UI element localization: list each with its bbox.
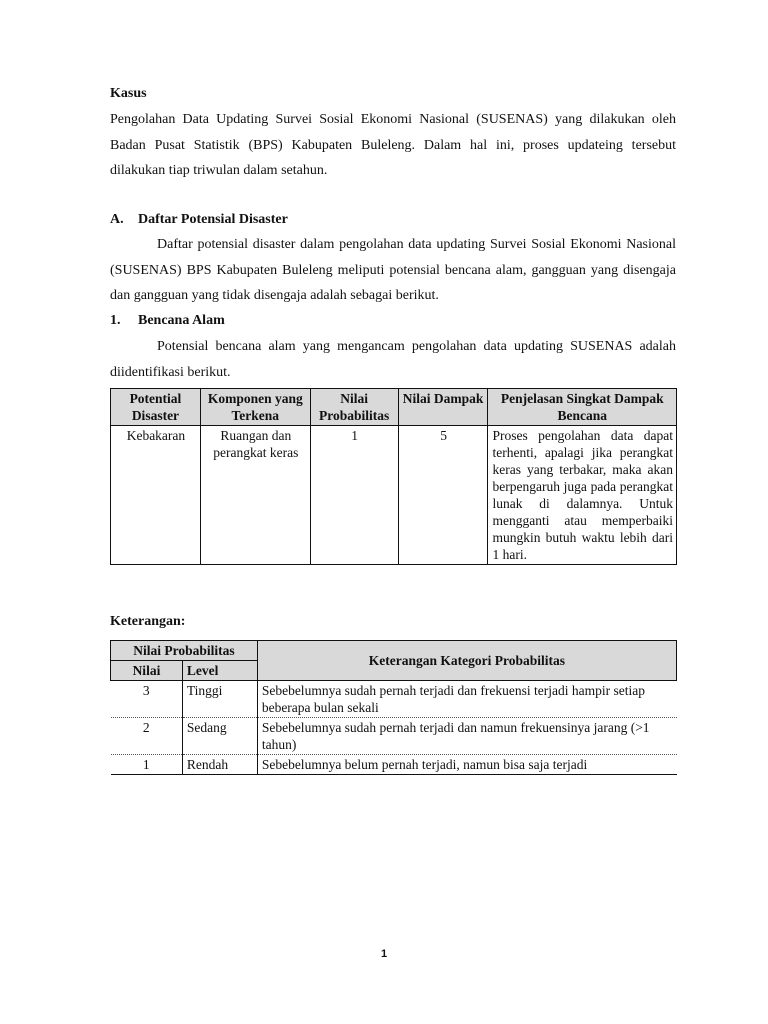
- cell-nilai: 3: [111, 681, 183, 718]
- cell-nilai: 2: [111, 718, 183, 755]
- table-row: [111, 426, 677, 565]
- table-row: [111, 755, 677, 775]
- cell-nilai: 1: [111, 755, 183, 775]
- cell-level: Tinggi: [182, 681, 257, 718]
- probability-table-header-group: [111, 641, 677, 661]
- header-nilai: Nilai: [111, 661, 183, 681]
- cell-komponen: Ruangan dan perangkat keras: [200, 426, 310, 565]
- cell-level: Rendah: [182, 755, 257, 775]
- header-nilai-probabilitas: Nilai Probabilitas: [310, 389, 398, 426]
- header-level: Level: [182, 661, 257, 681]
- cell-desc: Sebebelumnya sudah pernah terjadi dan namun frekuensinya jarang (>1 tahun): [257, 718, 676, 755]
- probability-table: [110, 640, 677, 775]
- header-potential-disaster: Potential Disaster: [111, 389, 201, 426]
- section-a-heading: [110, 212, 288, 228]
- cell-disaster: Kebakaran: [111, 426, 201, 565]
- kasus-title: Kasus: [110, 86, 147, 101]
- header-nilai-dampak: Nilai Dampak: [398, 389, 488, 426]
- header-penjelasan: Penjelasan Singkat Dampak Bencana: [488, 389, 677, 426]
- section-a-title: Daftar Potensial Disaster: [138, 212, 288, 227]
- subsection-1-body: Potensial bencana alam yang mengancam pengolahan data updating SUSENAS adalah diidentifikasi berikut.: [110, 339, 676, 380]
- keterangan-title: Keterangan:: [110, 614, 186, 629]
- subsection-1-heading: [110, 313, 225, 329]
- header-keterangan-kategori: Keterangan Kategori Probabilitas: [257, 641, 676, 681]
- cell-desc: Sebebelumnya belum pernah terjadi, namun bisa saja terjadi: [257, 755, 676, 775]
- disaster-table: [110, 388, 677, 565]
- cell-desc: Sebebelumnya sudah pernah terjadi dan frekuensi terjadi hampir setiap beberapa bulan sekali: [257, 681, 676, 718]
- table-row: [111, 681, 677, 718]
- cell-level: Sedang: [182, 718, 257, 755]
- cell-penjelasan: Proses pengolahan data dapat terhenti, apalagi jika perangkat keras yang terbakar, maka akan berpengaruh juga pada perangkat lunak di dalamnya. Untuk mengganti atau memperbaiki mungkin butuh waktu lebih dari 1 hari.: [488, 426, 677, 565]
- kasus-body: Pengolahan Data Updating Survei Sosial Ekonomi Nasional (SUSENAS) yang dilakukan oleh Badan Pusat Statistik (BPS) Kabupaten Buleleng. Dalam hal ini, proses updateing tersebut dilakukan tiap triwulan dalam setahun.: [110, 112, 676, 178]
- header-nilai-probabilitas-group: Nilai Probabilitas: [111, 641, 258, 661]
- cell-dampak: 5: [398, 426, 488, 565]
- section-a-number: A.: [110, 212, 124, 227]
- table-row: [111, 718, 677, 755]
- disaster-table-header: [111, 389, 677, 426]
- page-number: 1: [380, 948, 388, 960]
- cell-probabilitas: 1: [310, 426, 398, 565]
- section-a-body: Daftar potensial disaster dalam pengolahan data updating Survei Sosial Ekonomi Nasional (SUSENAS) BPS Kabupaten Buleleng meliputi potensial bencana alam, gangguan yang disengaja dan gangguan yang tidak disengaja adalah sebagai berikut.: [110, 237, 676, 303]
- header-komponen: Komponen yang Terkena: [200, 389, 310, 426]
- subsection-1-number: 1.: [110, 313, 121, 328]
- subsection-1-title: Bencana Alam: [138, 313, 225, 328]
